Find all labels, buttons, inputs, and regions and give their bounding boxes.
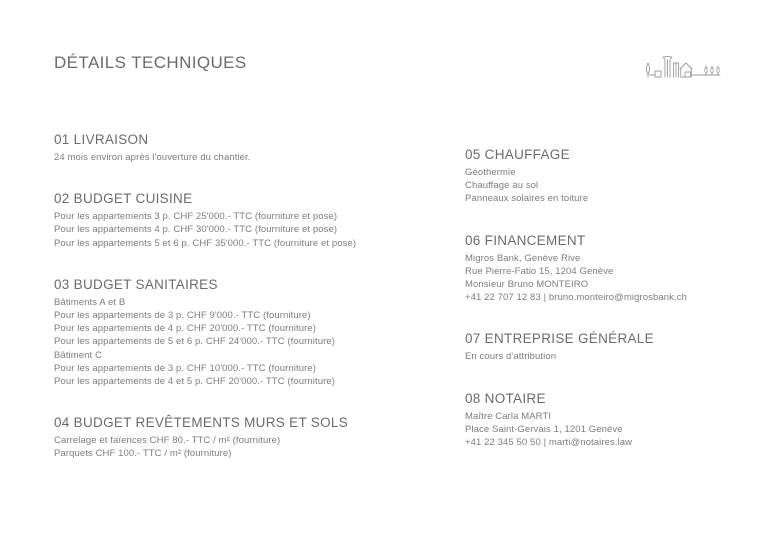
section — [54, 131, 449, 164]
section-line: Pour les appartements 5 et 6 p. CHF 35'000.- TTC (fourniture et pose) — [54, 237, 357, 249]
section-title: 07 ENTREPRISE GÉNÉRALE — [465, 331, 654, 347]
section-line: Pour les appartements de 3 p. CHF 10'000.- TTC (fourniture) — [54, 362, 317, 374]
section-line: Géothermie — [465, 167, 516, 178]
section-title: 06 FINANCEMENT — [465, 232, 586, 248]
section-title: 04 BUDGET REVÊTEMENTS MURS ET SOLS — [54, 415, 349, 431]
section-title: 03 BUDGET SANITAIRES — [54, 276, 218, 292]
section-line: +41 22 345 50 50 | marti@notaires.law — [465, 437, 633, 449]
section-line: Bâtiment C — [54, 349, 102, 361]
section-lines — [54, 210, 449, 250]
section — [465, 390, 745, 450]
section — [54, 414, 449, 460]
section-line: Monsieur Bruno MONTEIRO — [465, 279, 589, 291]
section-title: 08 NOTAIRE — [465, 390, 546, 406]
section-lines — [54, 296, 449, 388]
section-title: 05 CHAUFFAGE — [465, 147, 570, 162]
section-title: 01 LIVRAISON — [54, 132, 149, 147]
section-line: +41 22 707 12 83 | bruno.monteiro@migrosbank.ch — [465, 292, 687, 304]
section-line: Bâtiments A et B — [54, 296, 126, 308]
page-title: DÉTAILS TECHNIQUES — [54, 53, 247, 72]
section — [465, 330, 745, 363]
section-line: Pour les appartements de 3 p. CHF 9'000.- TTC (fourniture) — [54, 310, 311, 322]
section-lines — [54, 434, 449, 460]
section-line: Pour les appartements 4 p. CHF 30'000.- TTC (fourniture et pose) — [54, 224, 338, 236]
left-column — [54, 131, 449, 487]
section — [54, 190, 449, 250]
section-lines — [465, 252, 745, 305]
section-line: Carrelage et faïences CHF 80.- TTC / m² (fourniture) — [54, 435, 281, 447]
section-lines — [54, 151, 449, 164]
section-line: Maître Carla MARTI — [465, 410, 552, 422]
section-line: Parquets CHF 100.- TTC / m² (fourniture) — [54, 448, 232, 460]
section-lines — [465, 166, 745, 206]
section-line: Migros Bank, Genève Rive — [465, 252, 581, 264]
section-lines — [465, 410, 745, 450]
section-line: Panneaux solaires en toiture — [465, 193, 589, 205]
section-line: Chauffage au sol — [465, 180, 539, 192]
section-line: Pour les appartements de 4 p. CHF 20'000.- TTC (fourniture) — [54, 323, 317, 335]
section-title: 02 BUDGET CUISINE — [54, 191, 193, 207]
section-line: En cours d'attribution — [465, 351, 557, 363]
section-line: 24 mois environ après l'ouverture du chantier. — [54, 152, 251, 163]
section-line: Pour les appartements de 4 et 5 p. CHF 20'000.- TTC (fourniture) — [54, 376, 336, 388]
section-line: Pour les appartements de 5 et 6 p. CHF 24'000.- TTC (fourniture) — [54, 336, 336, 348]
section — [465, 146, 745, 206]
right-column — [465, 146, 745, 475]
section — [54, 276, 449, 388]
section-line: Place Saint-Gervais 1, 1201 Genève — [465, 423, 623, 435]
section-line: Rue Pierre-Fatio 15, 1204 Genève — [465, 265, 614, 277]
section — [465, 232, 745, 305]
section-lines — [465, 350, 745, 363]
section-line: Pour les appartements 3 p. CHF 25'000.- TTC (fourniture et pose) — [54, 211, 338, 223]
skyline-logo-icon — [644, 53, 722, 81]
